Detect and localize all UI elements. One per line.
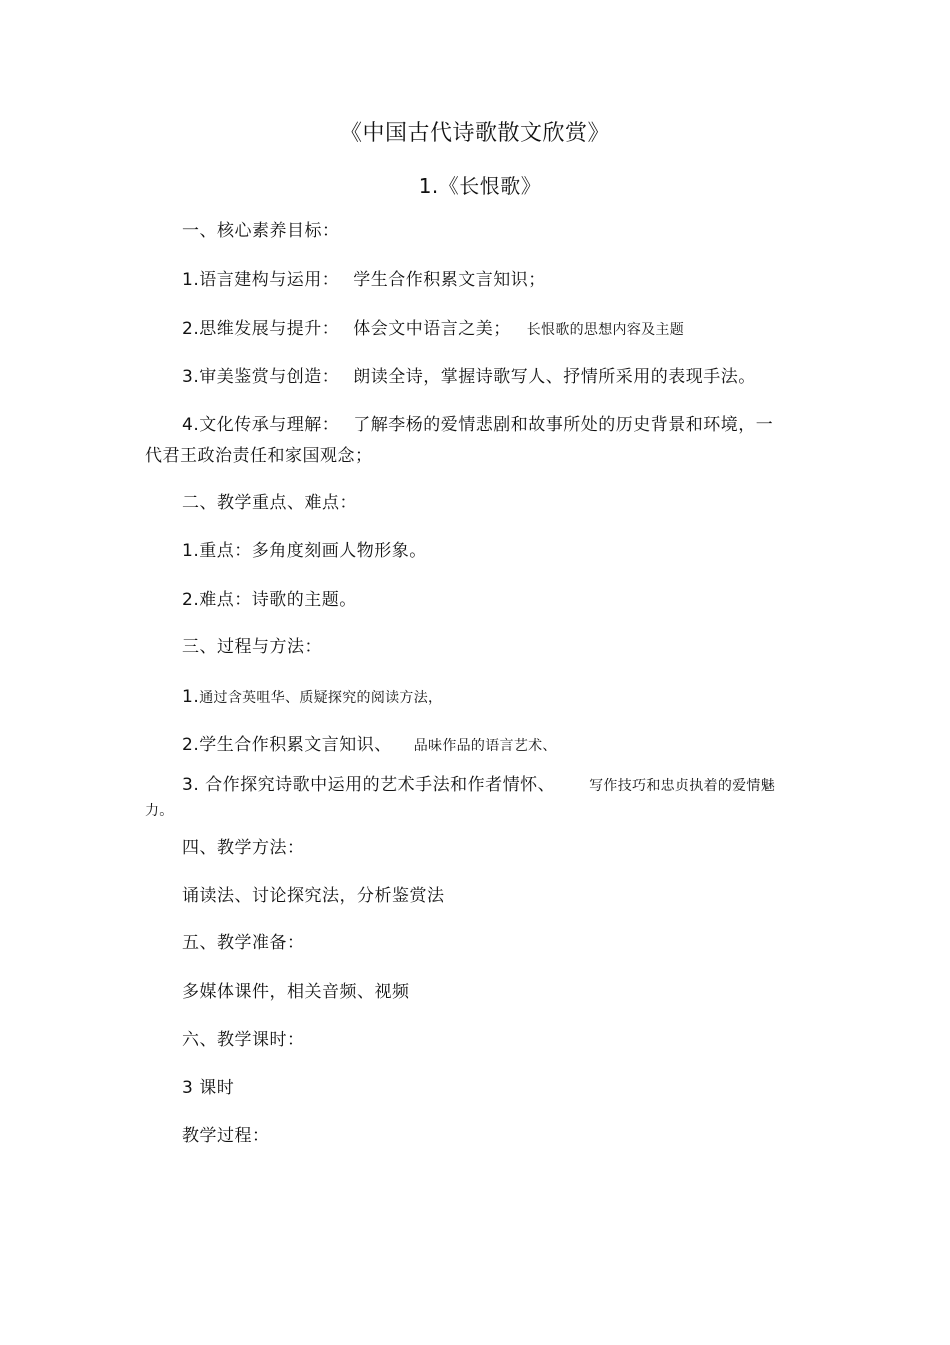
item-text: 3. 合作探究诗歌中运用的艺术手法和作者情怀、 xyxy=(182,775,556,795)
document-subtitle: 1.《长恨歌》 xyxy=(418,174,542,198)
item-small-text: 通过含英咀华、质疑探究的阅读方法， xyxy=(199,690,443,706)
section-6-text: 3 课时 xyxy=(182,1078,235,1098)
teaching-process-heading: 教学过程： xyxy=(182,1126,270,1146)
section-1-item-2 xyxy=(182,318,684,341)
section-6-heading: 六、教学课时： xyxy=(182,1030,305,1050)
section-1-heading: 一、核心素养目标： xyxy=(182,221,340,241)
item-text: 朗读全诗，掌握诗歌写人、抒情所采用的表现手法。 xyxy=(353,367,756,387)
item-text: 体会文中语言之美； xyxy=(353,319,511,339)
item-label: 2.思维发展与提升： xyxy=(182,319,340,339)
item-small-text: 长恨歌的思想内容及主题 xyxy=(526,322,685,338)
section-2-item-2: 2.难点：诗歌的主题。 xyxy=(182,590,357,610)
section-4-text: 诵读法、讨论探究法，分析鉴赏法 xyxy=(182,886,445,906)
section-3-item-1 xyxy=(182,686,442,709)
item-number: 1. xyxy=(182,687,200,707)
section-1-item-4 xyxy=(182,414,773,436)
section-3-item-3 xyxy=(182,774,775,797)
section-3-item-2 xyxy=(182,734,557,757)
item-small-text: 品味作品的语言艺术、 xyxy=(413,738,557,754)
document-title: 《中国古代诗歌散文欣赏》 xyxy=(339,121,610,146)
section-4-heading: 四、教学方法： xyxy=(182,838,305,858)
section-5-text: 多媒体课件，相关音频、视频 xyxy=(182,982,410,1002)
item-label: 1.语言建构与运用： xyxy=(182,270,340,290)
section-1-item-4-continued: 代君王政治责任和家国观念； xyxy=(145,446,373,466)
item-label: 4.文化传承与理解： xyxy=(182,415,340,435)
section-2-heading: 二、教学重点、难点： xyxy=(182,493,357,513)
item-text: 学生合作积累文言知识； xyxy=(353,270,546,290)
section-1-item-3 xyxy=(182,366,756,388)
item-text: 了解李杨的爱情悲剧和故事所处的历史背景和环境，一 xyxy=(353,415,774,435)
item-small-text: 写作技巧和忠贞执着的爱情魅 xyxy=(589,778,776,794)
item-label: 3.审美鉴赏与创造： xyxy=(182,367,340,387)
section-3-heading: 三、过程与方法： xyxy=(182,637,322,657)
section-5-heading: 五、教学准备： xyxy=(182,933,305,953)
item-text: 2.学生合作积累文言知识、 xyxy=(182,735,392,755)
section-2-item-1: 1.重点：多角度刻画人物形象。 xyxy=(182,541,427,561)
section-3-item-3-continued: 力。 xyxy=(145,803,174,819)
section-1-item-1 xyxy=(182,269,546,291)
